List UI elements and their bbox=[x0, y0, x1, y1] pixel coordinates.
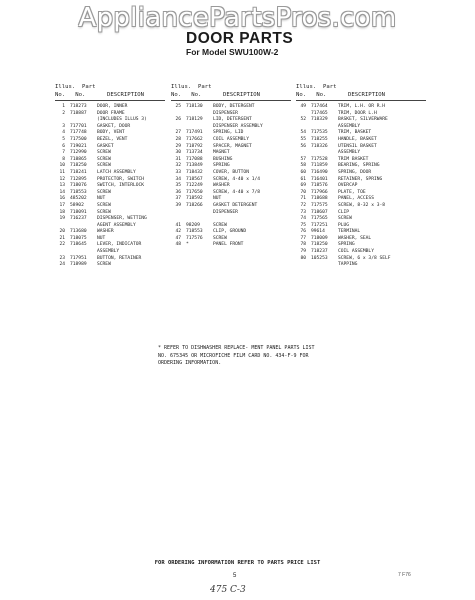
part-description: HANDLE, BASKET bbox=[338, 136, 377, 142]
part-number: 717662 bbox=[186, 136, 203, 142]
part-number: 717528 bbox=[311, 156, 328, 162]
part-number: 718273 bbox=[70, 104, 87, 109]
parts-rows bbox=[171, 104, 291, 249]
header-nos: No. No. bbox=[296, 92, 327, 98]
column-header bbox=[296, 84, 426, 104]
part-number: 717491 bbox=[186, 130, 203, 136]
part-number: 717576 bbox=[186, 235, 203, 241]
part-number: 717465 bbox=[311, 110, 328, 116]
parts-column-1 bbox=[55, 84, 165, 269]
part-description: DISPENSER bbox=[213, 209, 238, 215]
part-description: RETAINER, SPRING bbox=[338, 176, 383, 182]
part-row bbox=[55, 117, 165, 124]
page-subtitle: For Model SWU100W-2 bbox=[186, 47, 279, 57]
header-nos: No. No. bbox=[171, 92, 202, 98]
part-row bbox=[171, 196, 291, 203]
illus-number: 21 bbox=[59, 235, 65, 241]
part-description: BEARING, SPRING bbox=[338, 163, 380, 169]
illus-number: 80 bbox=[300, 255, 306, 261]
part-row bbox=[55, 104, 165, 111]
part-row bbox=[296, 183, 426, 190]
part-number: 718567 bbox=[186, 176, 203, 182]
illus-number: 19 bbox=[59, 216, 65, 222]
part-row bbox=[171, 210, 291, 217]
part-description: DISPENSER ASSEMBLY bbox=[213, 123, 263, 129]
part-row bbox=[171, 130, 291, 137]
part-number: 718255 bbox=[311, 136, 328, 142]
part-description: DISPENSER, WETTING bbox=[97, 216, 147, 222]
illus-number: 28 bbox=[175, 136, 181, 142]
illus-number: 73 bbox=[300, 209, 306, 215]
part-description: BODY, VENT bbox=[97, 130, 125, 136]
part-number: 717464 bbox=[311, 104, 328, 109]
part-number: 718241 bbox=[70, 169, 87, 175]
illus-number: 78 bbox=[300, 242, 306, 248]
part-number: 718130 bbox=[186, 104, 203, 109]
part-row bbox=[296, 104, 426, 111]
illus-number: 13 bbox=[59, 183, 65, 189]
illus-number: 55 bbox=[300, 136, 306, 142]
part-row bbox=[296, 130, 426, 137]
part-row bbox=[171, 203, 291, 210]
part-description: SCREW bbox=[97, 262, 111, 268]
part-row bbox=[171, 183, 291, 190]
illus-number: 77 bbox=[300, 235, 306, 241]
part-number: 713734 bbox=[186, 150, 203, 156]
part-description: DISPENSER bbox=[213, 110, 238, 116]
illus-number: 6 bbox=[62, 143, 65, 149]
part-row bbox=[55, 216, 165, 223]
part-number: 718129 bbox=[186, 117, 203, 123]
part-number: 717088 bbox=[186, 156, 203, 162]
part-description: GASKET, DOOR bbox=[97, 123, 131, 129]
part-description: BODY, DETERGENT bbox=[213, 104, 255, 109]
part-number: 718329 bbox=[311, 117, 328, 123]
part-description: SPACER, MAGNET bbox=[213, 143, 252, 149]
part-number: 718237 bbox=[311, 249, 328, 255]
watermark-logo: AppliancePartsPros.com bbox=[78, 3, 397, 33]
part-row bbox=[296, 216, 426, 223]
illus-number: 54 bbox=[300, 130, 306, 136]
replacement-panel-note: * REFER TO DISHWASHER REPLACE- MENT PANEL PARTS LIST NO. 675345 OR MICROFICHE FILM CARD NO. 434-F-9 FOR ORDERING INFORMATION. bbox=[158, 345, 315, 366]
part-description: ASSEMBLY bbox=[97, 249, 120, 255]
part-number: 718576 bbox=[311, 183, 328, 189]
part-description: SCREW bbox=[97, 202, 111, 208]
illus-number: 58 bbox=[300, 163, 306, 169]
part-number: 105253 bbox=[311, 255, 328, 261]
part-description: SCREW bbox=[97, 163, 111, 169]
part-number: 716401 bbox=[311, 176, 328, 182]
part-number: 718553 bbox=[70, 189, 87, 195]
part-row bbox=[171, 150, 291, 157]
parts-rows bbox=[55, 104, 165, 269]
handwritten-annotation: 475 C-3 bbox=[210, 585, 246, 595]
part-number: 718688 bbox=[311, 196, 328, 202]
part-row bbox=[55, 183, 165, 190]
part-row bbox=[296, 137, 426, 144]
part-description: LID, DETERGENT bbox=[213, 117, 252, 123]
part-row bbox=[55, 196, 165, 203]
part-number: 713849 bbox=[186, 163, 203, 169]
header-illus-part: Illus. Part bbox=[55, 84, 96, 90]
illus-number: 25 bbox=[175, 104, 181, 109]
part-row bbox=[296, 163, 426, 170]
part-number: 717535 bbox=[311, 130, 328, 136]
part-row bbox=[296, 170, 426, 177]
header-rule bbox=[171, 100, 291, 101]
part-number: 716490 bbox=[311, 169, 328, 175]
header-illus-part: Illus. Part bbox=[171, 84, 212, 90]
illus-number: 11 bbox=[59, 169, 65, 175]
part-number: 485202 bbox=[70, 196, 87, 202]
illus-number: 10 bbox=[59, 163, 65, 169]
part-description: SCREW bbox=[97, 150, 111, 156]
part-description: OVERCAP bbox=[338, 183, 358, 189]
part-number: 98209 bbox=[186, 222, 200, 228]
column-header bbox=[55, 84, 165, 104]
column-header bbox=[171, 84, 291, 104]
part-number: 718887 bbox=[70, 110, 87, 116]
part-description: NUT bbox=[97, 196, 106, 202]
part-number: 711859 bbox=[311, 163, 328, 169]
part-description: DOOR FRAME bbox=[97, 110, 125, 116]
part-description: LATCH ASSEMBLY bbox=[97, 169, 136, 175]
illus-number: 35 bbox=[175, 183, 181, 189]
header-description: DESCRIPTION bbox=[348, 92, 386, 98]
part-number: 718592 bbox=[186, 196, 203, 202]
part-description: SCREW bbox=[213, 222, 227, 228]
part-description: NUT bbox=[97, 235, 106, 241]
part-description: UTENSIL BASKET bbox=[338, 143, 377, 149]
part-description: PLUG bbox=[338, 222, 350, 228]
part-row bbox=[171, 229, 291, 236]
part-description: SPRING, LID bbox=[213, 130, 244, 136]
part-number: 717500 bbox=[70, 136, 87, 142]
illus-number: 5 bbox=[62, 136, 65, 142]
part-number: 718091 bbox=[70, 209, 87, 215]
part-number: 718792 bbox=[186, 143, 203, 149]
parts-column-3 bbox=[296, 84, 426, 269]
part-description: PLATE, TOE bbox=[338, 189, 366, 195]
part-row bbox=[55, 130, 165, 137]
part-number: 717575 bbox=[311, 202, 328, 208]
illus-number: 42 bbox=[175, 229, 181, 235]
part-description: SCREW bbox=[338, 216, 352, 222]
illus-number: 75 bbox=[300, 222, 306, 228]
part-description: AGENT ASSEMBLY bbox=[97, 222, 136, 228]
part-number: 717966 bbox=[311, 189, 328, 195]
part-description: PANEL, ACCESS bbox=[338, 196, 374, 202]
part-row bbox=[171, 216, 291, 223]
part-number: * bbox=[186, 242, 189, 248]
illus-number: 34 bbox=[175, 176, 181, 182]
part-number: 718076 bbox=[70, 183, 87, 189]
illus-number: 72 bbox=[300, 202, 306, 208]
part-description: BEZEL, VENT bbox=[97, 136, 128, 142]
illus-number: 36 bbox=[175, 189, 181, 195]
part-description: PROTECTOR, SWITCH bbox=[97, 176, 145, 182]
ordering-footer: FOR ORDERING INFORMATION REFER TO PARTS PRICE LIST bbox=[154, 560, 321, 566]
part-number: 712990 bbox=[70, 150, 87, 156]
part-row bbox=[55, 163, 165, 170]
part-description: BUSHING bbox=[213, 156, 233, 162]
part-description: SCREW bbox=[97, 189, 111, 195]
part-number: 718432 bbox=[186, 169, 203, 175]
part-description: TRIM, BASKET bbox=[338, 130, 372, 136]
illus-number: 22 bbox=[59, 242, 65, 248]
part-number: 719021 bbox=[70, 143, 87, 149]
page-number: 5 bbox=[233, 573, 237, 579]
header-description: DESCRIPTION bbox=[223, 92, 261, 98]
part-description: DOOR, INNER bbox=[97, 104, 128, 109]
part-description: WASHER, SEAL bbox=[338, 235, 372, 241]
part-row bbox=[55, 249, 165, 256]
part-description: SCREW bbox=[97, 209, 111, 215]
parts-column-2 bbox=[171, 84, 291, 249]
illus-number: 1 bbox=[62, 104, 65, 109]
part-number: 712249 bbox=[186, 183, 203, 189]
part-number: 717650 bbox=[186, 189, 203, 195]
illus-number: 56 bbox=[300, 143, 306, 149]
part-row bbox=[296, 203, 426, 210]
illus-number: 52 bbox=[300, 117, 306, 123]
illus-number: 20 bbox=[59, 229, 65, 235]
header-rule bbox=[296, 100, 426, 101]
part-row bbox=[55, 150, 165, 157]
part-description: BASKET, SILVERWARE bbox=[338, 117, 388, 123]
part-description: WASHER bbox=[97, 229, 114, 235]
part-description: (INCLUDES ILLUS 3) bbox=[97, 117, 147, 123]
illus-number: 16 bbox=[59, 196, 65, 202]
part-row bbox=[296, 249, 426, 256]
part-description: SCREW bbox=[97, 156, 111, 162]
part-row bbox=[171, 117, 291, 124]
part-row bbox=[171, 242, 291, 249]
illus-number: 18 bbox=[59, 209, 65, 215]
part-description: SWITCH, INTERLOCK bbox=[97, 183, 145, 189]
part-row bbox=[171, 163, 291, 170]
illus-number: 74 bbox=[300, 216, 306, 222]
part-number: 718989 bbox=[70, 262, 87, 268]
part-description: ASSEMBLY bbox=[338, 123, 361, 129]
illus-number: 24 bbox=[59, 262, 65, 268]
illus-number: 27 bbox=[175, 130, 181, 136]
illus-number: 76 bbox=[300, 229, 306, 235]
part-description: GASKET DETERGENT bbox=[213, 202, 258, 208]
part-description: CLIP, GROUND bbox=[213, 229, 247, 235]
part-number: 717748 bbox=[70, 130, 87, 136]
part-row bbox=[171, 170, 291, 177]
part-description: MAGNET bbox=[213, 150, 230, 156]
illus-number: 7 bbox=[62, 150, 65, 156]
part-number: 58902 bbox=[70, 202, 84, 208]
illus-number: 3 bbox=[62, 123, 65, 129]
illus-number: 2 bbox=[62, 110, 65, 116]
part-row bbox=[55, 137, 165, 144]
part-row bbox=[55, 262, 165, 269]
part-row bbox=[296, 196, 426, 203]
part-description: TRIM, L.H. OR R.H bbox=[338, 104, 386, 109]
part-number: 717701 bbox=[70, 123, 87, 129]
illus-number: 47 bbox=[175, 235, 181, 241]
illus-number: 61 bbox=[300, 176, 306, 182]
part-number: 718645 bbox=[70, 242, 87, 248]
illus-number: 60 bbox=[300, 169, 306, 175]
illus-number: 41 bbox=[175, 222, 181, 228]
part-description: COVER, BUTTON bbox=[213, 169, 249, 175]
part-description: COIL ASSEMBLY bbox=[338, 249, 374, 255]
illus-number: 30 bbox=[175, 150, 181, 156]
corner-code: 7 F76 bbox=[398, 572, 411, 578]
part-description: NUT bbox=[213, 196, 222, 202]
part-description: GASKET bbox=[97, 143, 114, 149]
part-description: WASHER bbox=[213, 183, 230, 189]
part-number: 718326 bbox=[311, 143, 328, 149]
illus-number: 33 bbox=[175, 169, 181, 175]
header-illus-part: Illus. Part bbox=[296, 84, 337, 90]
part-row bbox=[171, 104, 291, 111]
part-description: PANEL FRONT bbox=[213, 242, 244, 248]
illus-number: 37 bbox=[175, 196, 181, 202]
part-description: LEVER, INDICATOR bbox=[97, 242, 142, 248]
part-description: ASSEMBLY bbox=[338, 150, 361, 156]
part-description: SCREW, 4-40 x 1/4 bbox=[213, 176, 261, 182]
part-number: 718865 bbox=[70, 156, 87, 162]
part-row bbox=[296, 117, 426, 124]
header-rule bbox=[55, 100, 165, 101]
part-number: 712895 bbox=[70, 176, 87, 182]
part-description: TAPPING bbox=[338, 262, 358, 268]
part-row bbox=[296, 144, 426, 151]
illus-number: 8 bbox=[62, 156, 65, 162]
part-number: 718250 bbox=[311, 242, 328, 248]
part-number: 718553 bbox=[186, 229, 203, 235]
part-description: SPRING, DOOR bbox=[338, 169, 372, 175]
illus-number: 39 bbox=[175, 202, 181, 208]
illus-number: 4 bbox=[62, 130, 65, 136]
illus-number: 57 bbox=[300, 156, 306, 162]
illus-number: 32 bbox=[175, 163, 181, 169]
illus-number: 31 bbox=[175, 156, 181, 162]
illus-number: 12 bbox=[59, 176, 65, 182]
part-description: SCREW bbox=[213, 235, 227, 241]
illus-number: 49 bbox=[300, 104, 306, 109]
part-description: CLIP bbox=[338, 209, 350, 215]
part-number: 718266 bbox=[186, 202, 203, 208]
part-description: SCREW, 6 x 3/8 SELF bbox=[338, 255, 391, 261]
part-description: TERMINAL bbox=[338, 229, 361, 235]
part-row bbox=[55, 170, 165, 177]
illus-number: 70 bbox=[300, 189, 306, 195]
illus-number: 71 bbox=[300, 196, 306, 202]
part-number: 717251 bbox=[311, 222, 328, 228]
illus-number: 29 bbox=[175, 143, 181, 149]
part-description: SPRING bbox=[338, 242, 355, 248]
part-number: 717951 bbox=[70, 255, 87, 261]
part-description: SCREW, 8-32 x 3-8 bbox=[338, 202, 386, 208]
part-row bbox=[296, 262, 426, 269]
part-description: TRIM BASKET bbox=[338, 156, 369, 162]
header-description: DESCRIPTION bbox=[107, 92, 145, 98]
part-number: 718607 bbox=[311, 209, 328, 215]
illus-number: 69 bbox=[300, 183, 306, 189]
illus-number: 14 bbox=[59, 189, 65, 195]
part-row bbox=[296, 150, 426, 157]
part-row bbox=[296, 256, 426, 263]
illus-number: 23 bbox=[59, 255, 65, 261]
parts-rows bbox=[296, 104, 426, 269]
page-title: DOOR PARTS bbox=[186, 30, 294, 47]
part-number: 713680 bbox=[70, 229, 87, 235]
header-nos: No. No. bbox=[55, 92, 86, 98]
part-description: TRIM, DOOR L.H bbox=[338, 110, 377, 116]
part-row bbox=[296, 229, 426, 236]
part-description: SCREW, 4-40 x 7/8 bbox=[213, 189, 261, 195]
part-number: 99614 bbox=[311, 229, 325, 235]
part-number: 718075 bbox=[70, 235, 87, 241]
part-number: 718250 bbox=[70, 163, 87, 169]
part-number: 718009 bbox=[311, 235, 328, 241]
part-row bbox=[171, 137, 291, 144]
part-description: BUTTON, RETAINER bbox=[97, 255, 142, 261]
part-description: SPRING bbox=[213, 163, 230, 169]
part-row bbox=[55, 229, 165, 236]
part-row bbox=[55, 203, 165, 210]
illus-number: 26 bbox=[175, 117, 181, 123]
illus-number: 17 bbox=[59, 202, 65, 208]
illus-number: 48 bbox=[175, 242, 181, 248]
part-description: COIL ASSEMBLY bbox=[213, 136, 249, 142]
part-number: 717565 bbox=[311, 216, 328, 222]
part-number: 716237 bbox=[70, 216, 87, 222]
illus-number: 79 bbox=[300, 249, 306, 255]
